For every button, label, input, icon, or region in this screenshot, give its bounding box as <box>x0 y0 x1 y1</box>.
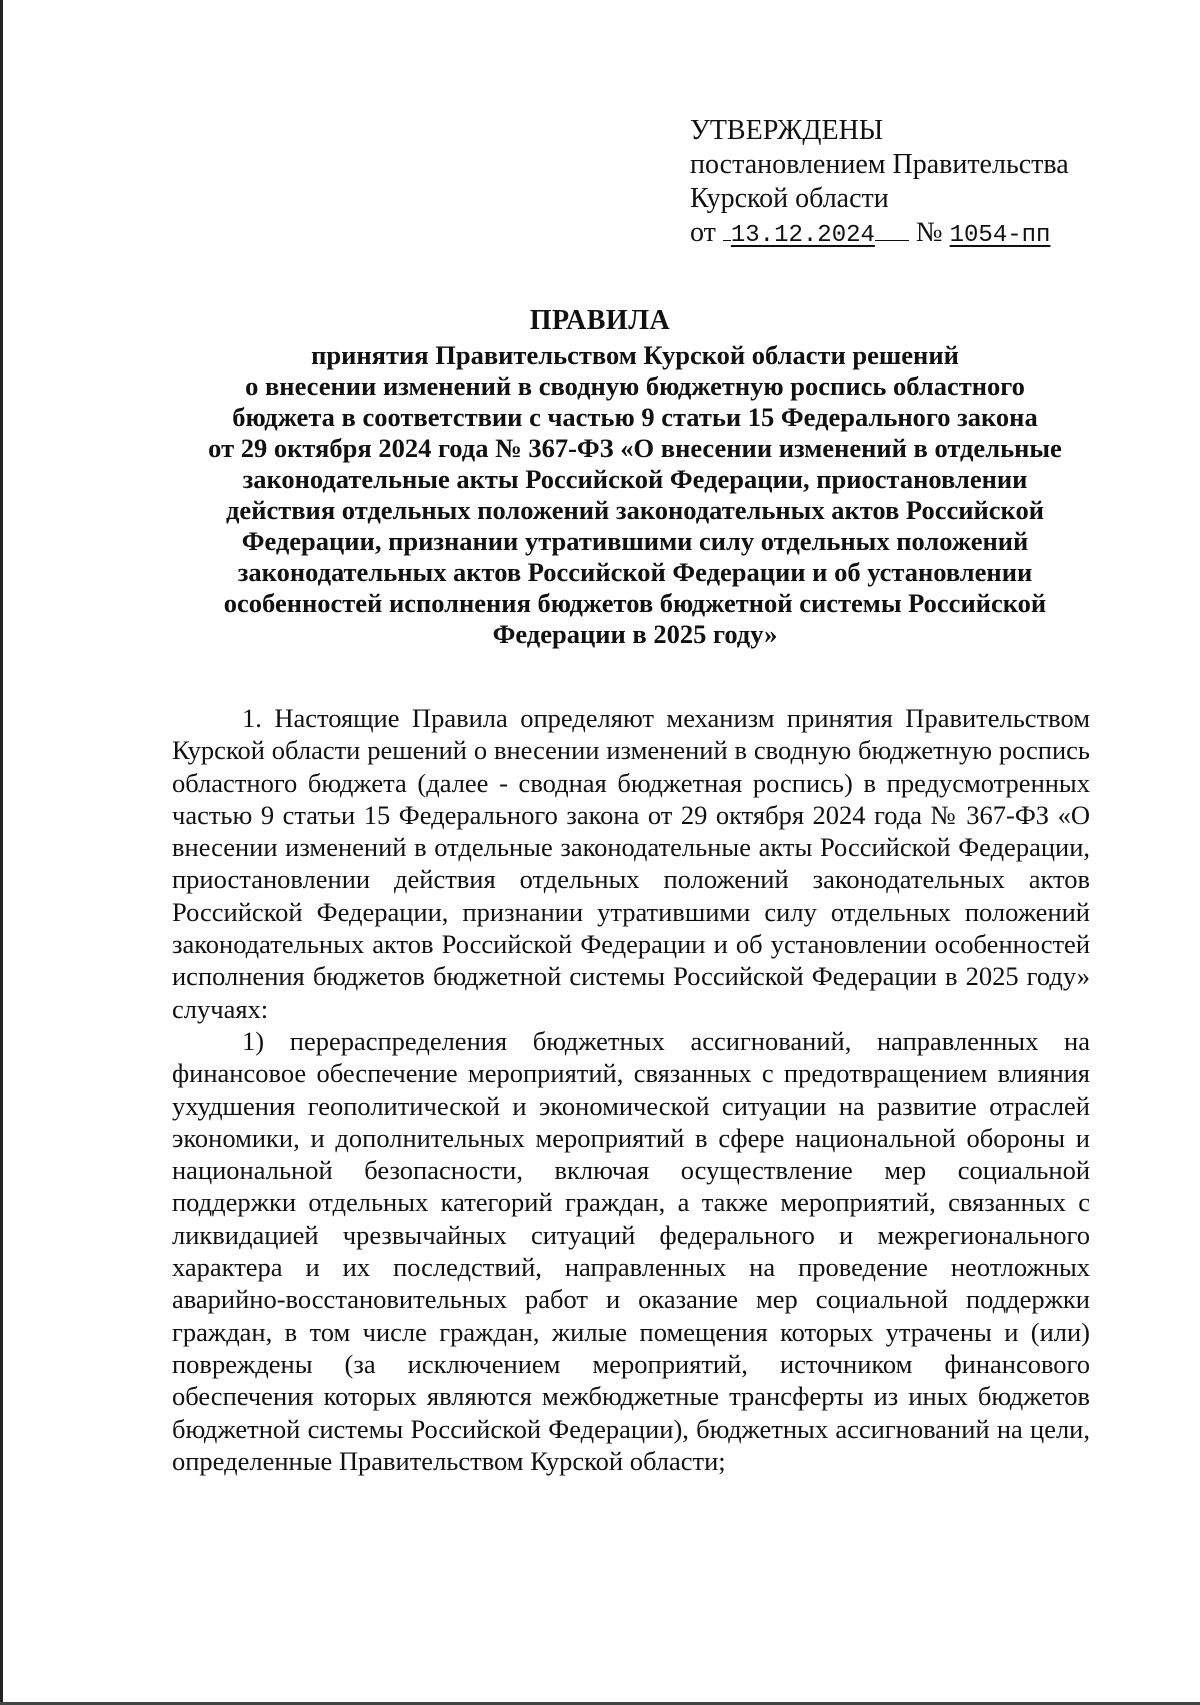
subtitle-line: принятия Правительством Курской области решений <box>311 340 959 370</box>
date-underline-tail <box>875 239 909 241</box>
document-title: ПРАВИЛА <box>529 305 671 336</box>
subtitle-line: законодательных актов Российской Федерации и об установлении <box>237 557 1033 587</box>
approval-line-2: Курской области <box>690 183 889 214</box>
subtitle-line: Федерации в 2025 году» <box>492 619 778 649</box>
subtitle-line: бюджета в соответствии с частью 9 статьи 15 Федерального закона <box>232 402 1038 432</box>
date-underline-lead <box>723 239 731 241</box>
subtitle-line: особенностей исполнения бюджетов бюджетной системы Российской <box>223 588 1047 618</box>
subtitle-line: действия отдельных положений законодательных актов Российской <box>226 495 1044 525</box>
subtitle-line: от 29 октября 2024 года № 367-ФЗ «О внесении изменений в отдельные <box>208 433 1062 463</box>
subtitle-line: о внесении изменений в сводную бюджетную роспись областного <box>245 371 1025 401</box>
number-prefix: № <box>915 217 943 248</box>
date-prefix: от <box>690 217 716 248</box>
document-subtitle <box>170 340 1100 650</box>
approval-heading: УТВЕРЖДЕНЫ <box>690 115 884 146</box>
approval-stamp <box>690 114 1069 253</box>
subtitle-line: законодательные акты Российской Федерации, приостановлении <box>242 464 1028 494</box>
approval-date: 13.12.2024 <box>730 222 875 249</box>
paragraph-1: 1. Настоящие Правила определяют механизм принятия Правительством Курской области решений о внесении изменений в сводную бюджетную роспись областного бюджета (далее - сводная бюджетная роспись) в предусмотренных частью 9 статьи 15 Федерального закона от 29 октября 2024 года № 367-ФЗ «О внесении изменений в отдельные законодательные акты Российской Федерации, приостановлении действия отдельных положений законодательных актов Российской Федерации, признании утратившими силу отдельных положений законодательных актов Российской Федерации и об установлении особенностей исполнения бюджетов бюджетной системы Российской Федерации в 2025 году» случаях: <box>172 703 1090 1024</box>
approval-number: 1054-пп <box>949 222 1051 249</box>
document-body <box>172 702 1090 1477</box>
approval-date-line <box>690 216 1069 253</box>
subtitle-line: Федерации, признании утратившими силу отдельных положений <box>241 526 1029 556</box>
scan-edge-left <box>0 0 3 1705</box>
paragraph-1-item-1: 1) перераспределения бюджетных ассигнований, направленных на финансовое обеспечение мероприятий, связанных с предотвращением влияния ухудшения геополитической и экономической ситуации на развитие отраслей экономики, и дополнительных мероприятий в сфере национальной обороны и национальной безопасности, включая осуществление мер социальной поддержки отдельных категорий граждан, а также мероприятий, связанных с ликвидацией чрезвычайных ситуаций федерального и межрегионального характера и их последствий, направленных на проведение неотложных аварийно-восстановительных работ и оказание мер социальной поддержки граждан, в том числе граждан, жилые помещения которых утрачены и (или) повреждены (за исключением мероприятий, источником финансового обеспечения которых являются межбюджетные трансферты из иных бюджетов бюджетной системы Российской Федерации), бюджетных ассигнований на цели, определенные Правительством Курской области; <box>172 1025 1090 1476</box>
approval-line-1: постановлением Правительства <box>690 149 1069 180</box>
